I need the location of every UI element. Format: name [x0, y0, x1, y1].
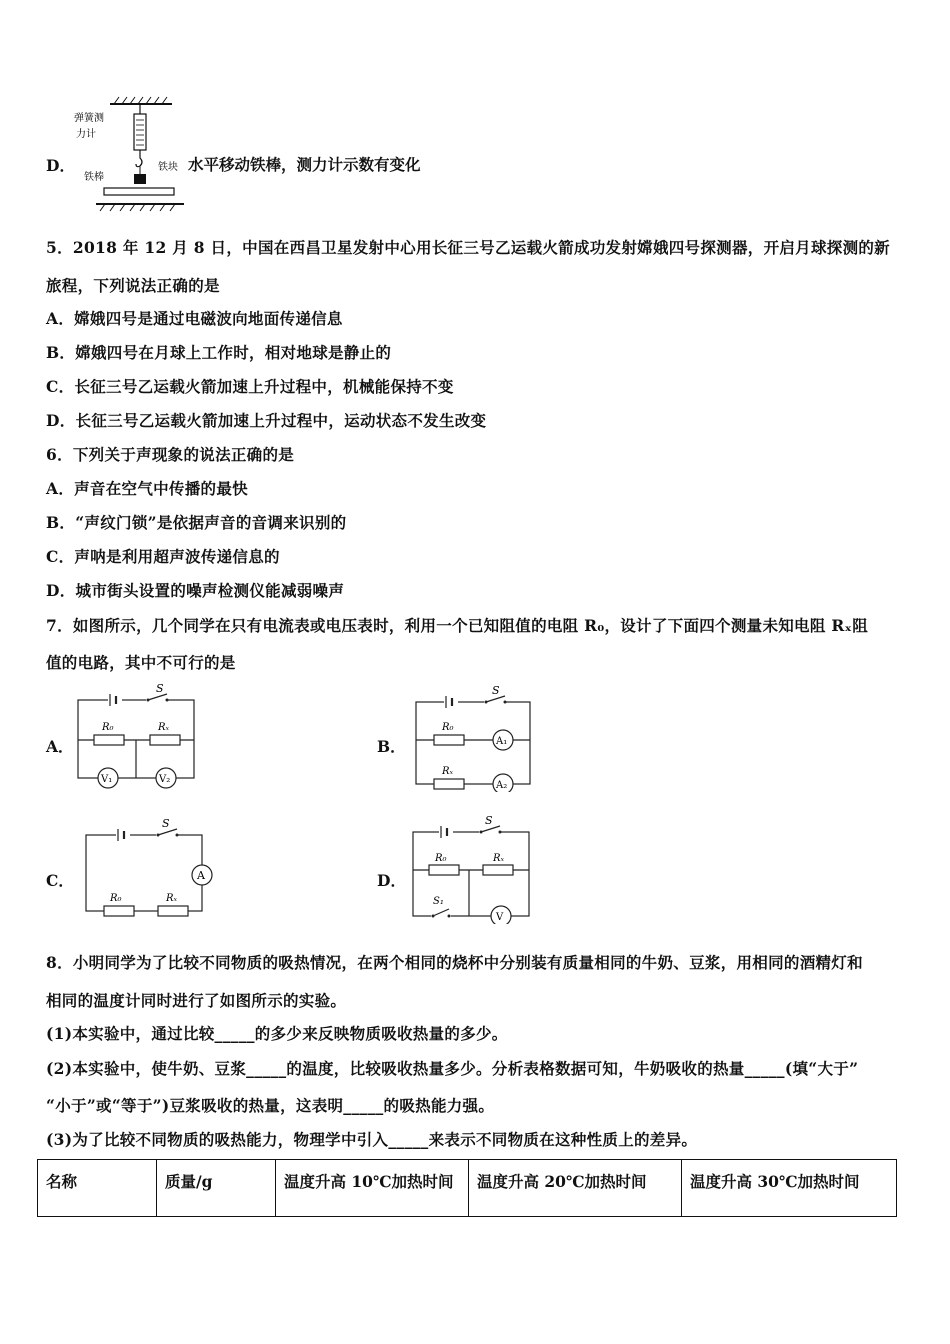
circuit-a-v1-label: V₁	[101, 774, 113, 785]
table-header-10c: 温度升高 10℃加热时间	[276, 1160, 469, 1217]
circuit-c-r0-label: R₀	[110, 893, 122, 904]
q7-circuit-b	[408, 682, 538, 792]
table-header-mass: 质量/g	[157, 1160, 276, 1217]
q5-option-d: D．长征三号乙运载火箭加速上升过程中，运动状态不发生改变	[46, 411, 487, 430]
table-header-20c: 温度升高 20℃加热时间	[469, 1160, 682, 1217]
q5-option-c: C．长征三号乙运载火箭加速上升过程中，机械能保持不变	[46, 377, 454, 396]
q7-option-b-label: B．	[377, 737, 406, 756]
circuit-a-rx-label: Rₓ	[158, 722, 170, 733]
q5-stem-line1: 5．2018 年 12 月 8 日，中国在西昌卫星发射中心用长征三号乙运载火箭成功发射嫦娥四号探测器，开启月球探测的新	[46, 238, 890, 257]
q7-option-d-label: D．	[377, 871, 406, 890]
circuit-d-v-label: V	[496, 912, 504, 923]
q8-data-table	[37, 1159, 897, 1217]
circuit-d-rx-label: Rₓ	[493, 853, 505, 864]
circuit-c-rx-label: Rₓ	[166, 893, 178, 904]
q8-stem-line2: 相同的温度计同时进行了如图所示的实验。	[46, 991, 347, 1010]
circuit-c-switch-label: S	[162, 817, 170, 830]
q4-spring-scale-figure	[70, 92, 195, 217]
circuit-d-s1-label: S₁	[433, 896, 444, 907]
circuit-a-v2-label: V₂	[159, 774, 171, 785]
circuit-b-r0-label: R₀	[442, 722, 454, 733]
q5-stem-line2: 旅程，下列说法正确的是	[46, 276, 220, 295]
iron-block-label: 铁块	[158, 162, 178, 173]
q8-part3: (3)为了比较不同物质的吸热能力，物理学中引入_____来表示不同物质在这种性质上的差异。	[46, 1130, 698, 1149]
q7-option-a-label: A．	[46, 737, 74, 756]
spring-scale-label: 弹簧测	[74, 113, 104, 124]
circuit-b-rx-label: Rₓ	[442, 766, 454, 777]
q6-option-b: B．“声纹门锁”是依据声音的音调来识别的	[46, 513, 347, 532]
q5-option-a: A．嫦娥四号是通过电磁波向地面传递信息	[46, 309, 343, 328]
q5-option-b: B．嫦娥四号在月球上工作时，相对地球是静止的	[46, 343, 392, 362]
q8-stem-line1: 8．小明同学为了比较不同物质的吸热情况，在两个相同的烧杯中分别装有质量相同的牛奶、豆浆，用相同的酒精灯和	[46, 953, 863, 972]
q6-option-d: D．城市街头设置的噪声检测仪能减弱噪声	[46, 581, 345, 600]
q7-circuit-d	[405, 812, 540, 924]
circuit-b-a1-label: A₁	[496, 736, 508, 747]
q6-option-c: C．声呐是利用超声波传递信息的	[46, 547, 280, 566]
q6-stem: 6．下列关于声现象的说法正确的是	[46, 445, 295, 464]
circuit-c-a-label: A	[197, 869, 205, 882]
circuit-a-switch-label: S	[156, 682, 164, 695]
q7-option-c-label: C．	[46, 871, 74, 890]
table-header-row	[38, 1160, 897, 1217]
q4-option-d-label: D．	[46, 156, 75, 175]
circuit-b-a2-label: A₂	[496, 780, 508, 791]
q7-circuit-a	[72, 682, 202, 792]
circuit-a-r0-label: R₀	[102, 722, 114, 733]
q7-stem-line1: 7．如图所示，几个同学在只有电流表或电压表时，利用一个已知阻值的电阻 R₀，设计了下面四个测量未知电阻 Rₓ阻	[46, 616, 868, 635]
q7-circuit-c	[78, 815, 218, 920]
circuit-b-switch-label: S	[492, 684, 500, 697]
q6-option-a: A．声音在空气中传播的最快	[46, 479, 248, 498]
table-header-30c: 温度升高 30℃加热时间	[682, 1160, 897, 1217]
iron-bar-label: 铁棒	[84, 172, 104, 183]
q8-part2-line1: (2)本实验中，使牛奶、豆浆_____的温度，比较吸收热量多少。分析表格数据可知，牛奶吸收的热量_____(填“大于”	[46, 1059, 859, 1078]
circuit-d-r0-label: R₀	[435, 853, 447, 864]
q4-option-d-text: 水平移动铁棒，测力计示数有变化	[188, 155, 421, 174]
circuit-d-switch-label: S	[485, 814, 493, 827]
q7-stem-line2: 值的电路，其中不可行的是	[46, 653, 236, 672]
q8-part1: (1)本实验中，通过比较_____的多少来反映物质吸收热量的多少。	[46, 1024, 508, 1043]
spring-scale-label-2: 力计	[76, 129, 96, 140]
q8-part2-line2: “小于”或“等于”)豆浆吸收的热量，这表明_____的吸热能力强。	[46, 1096, 495, 1115]
table-header-name: 名称	[38, 1160, 157, 1217]
